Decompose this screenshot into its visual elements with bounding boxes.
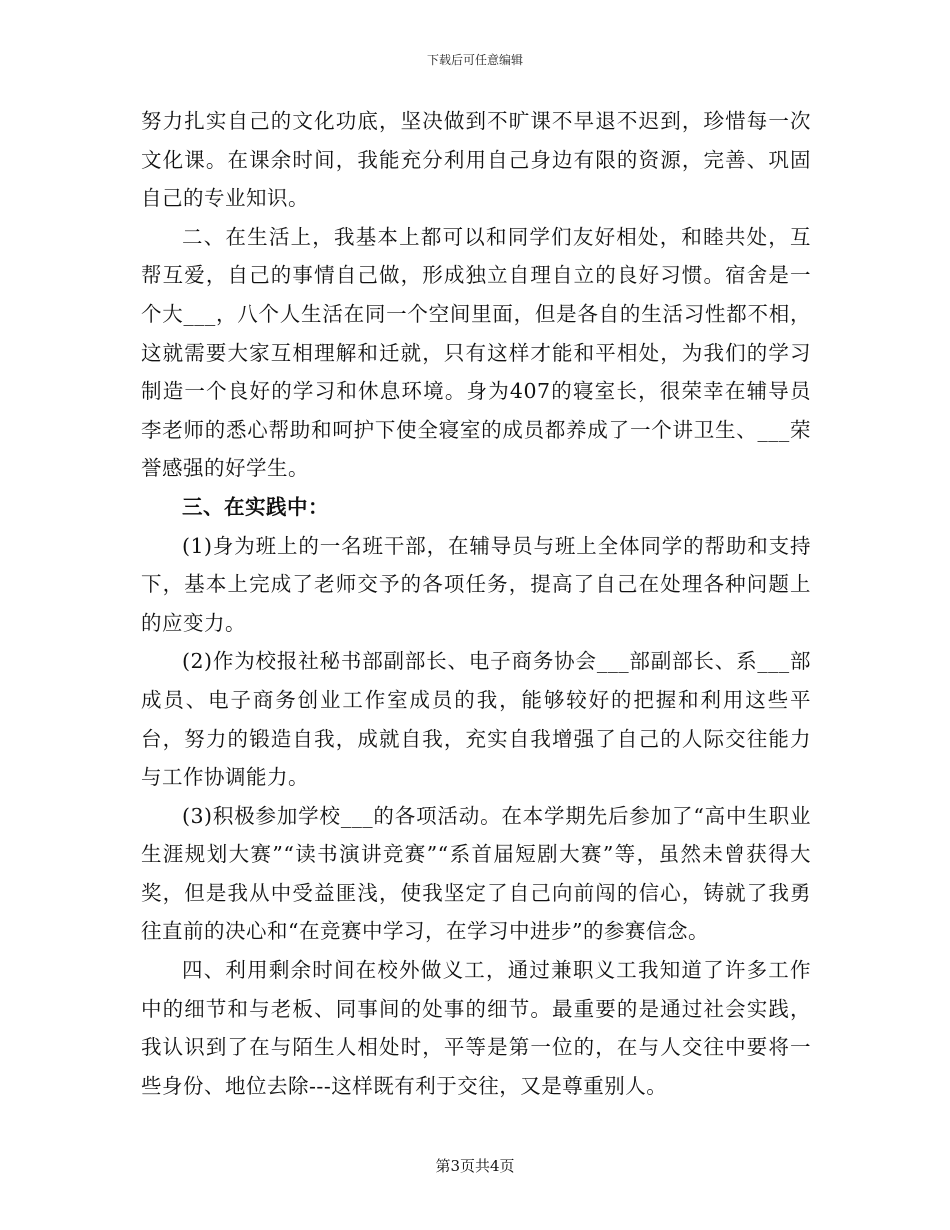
page-number: 第3页共4页 (435, 1157, 515, 1175)
paragraph-life: 二、在生活上，我基本上都可以和同学们友好相处，和睦共处，互帮互爱，自己的事情自己做，形成独立自理自立的良好习惯。宿舍是一个大___，八个人生活在同一个空间里面，但是各自的生活习性都不相，这就需要大家互相理解和迁就，只有这样才能和平相处，为我们的学习制造一个良好的学习和休息环境。身为407的寝室长，很荣幸在辅导员李老师的悉心帮助和呵护下使全寝室的成员都养成了一个讲卫生、___荣誉感强的好学生。 (141, 224, 811, 481)
paragraph-volunteer: 四、利用剩余时间在校外做义工，通过兼职义工我知道了许多工作中的细节和与老板、同事间的处事的细节。最重要的是通过社会实践，我认识到了在与陌生人相处时，平等是第一位的，在与人交往中要将一些身份、地位去除---这样既有利于交往，又是尊重别人。 (141, 958, 811, 1098)
paragraph-practice-2: (2)作为校报社秘书部副部长、电子商务协会___部副部长、系___部成员、电子商务创业工作室成员的我，能够较好的把握和利用这些平台，努力的锻造自我，成就自我，充实自我增强了自己的人际交往能力与工作协调能力。 (141, 649, 811, 790)
paragraph-continuation: 努力扎实自己的文化功底，坚决做到不旷课不早退不迟到，珍惜每一次文化课。在课余时间，我能充分利用自己身边有限的资源，完善、巩固自己的专业知识。 (141, 109, 811, 211)
paragraph-practice-3: (3)积极参加学校___的各项活动。在本学期先后参加了“高中生职业生涯规划大赛”“读书演讲竞赛”“系首届短剧大赛”等，虽然未曾获得大奖，但是我从中受益匪浅，使我坚定了自己向前闯的信心，铸就了我勇往直前的决心和“在竞赛中学习，在学习中进步”的参赛信念。 (141, 803, 811, 944)
page-header: 下载后可任意编辑 (426, 53, 523, 67)
section-heading-practice: 三、在实践中： (182, 494, 329, 519)
paragraph-practice-1: (1)身为班上的一名班干部，在辅导员与班上全体同学的帮助和支持下，基本上完成了老师交予的各项任务，提高了自己在处理各种问题上的应变力。 (141, 533, 811, 635)
document-body (141, 102, 811, 1105)
